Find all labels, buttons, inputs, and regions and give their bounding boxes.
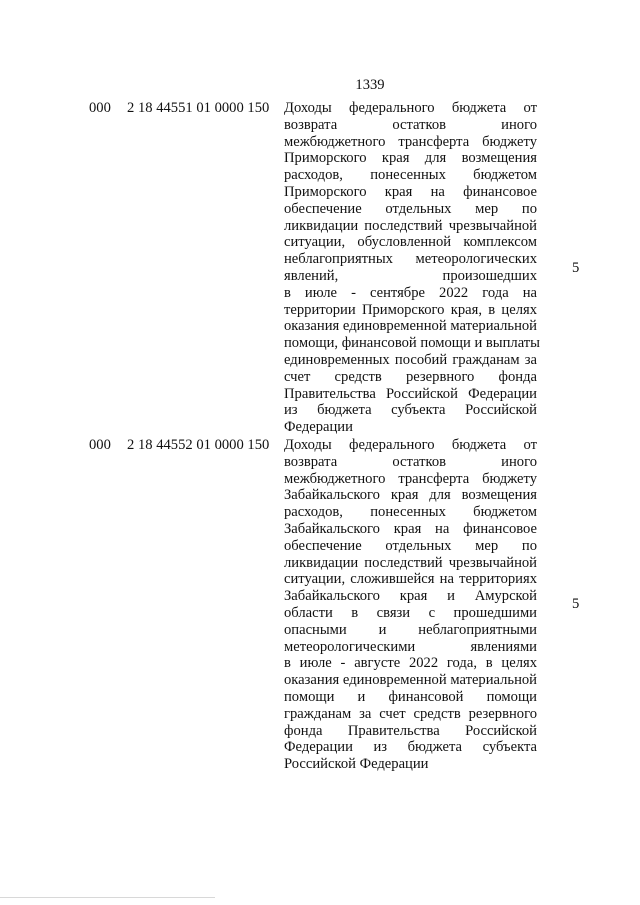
page-number: 1339 — [355, 77, 385, 93]
description-line: обеспечение отдельных мер по — [284, 200, 537, 217]
description-line: Доходы федерального бюджета от — [284, 100, 537, 116]
description-line: территории Приморского края, в целях — [284, 301, 537, 318]
description-line: гражданам за счет средств резервного — [284, 705, 537, 722]
description-line: области в связи с прошедшими — [284, 604, 537, 621]
description-line: в июле - августе 2022 года, в целях — [284, 655, 537, 672]
description-line: помощи, финансовой помощи и выплаты — [284, 335, 540, 352]
description-line: счет средств резервного фонда — [284, 368, 537, 385]
description-line: межбюджетного трансферта бюджету — [284, 470, 537, 487]
description-line: расходов, понесенных бюджетом — [284, 504, 537, 521]
description-line: межбюджетного трансферта бюджету — [284, 133, 537, 150]
description-line: обеспечение отдельных мер по — [284, 537, 537, 554]
description-line: расходов, понесенных бюджетом — [284, 167, 537, 184]
description-line: помощи и финансовой помощи — [284, 688, 537, 705]
description-line: ликвидации последствий чрезвычайной — [284, 217, 537, 234]
description-line: Федерации — [284, 419, 353, 436]
value-cell: 5 — [572, 596, 580, 612]
income-code: 2 18 44551 01 0000 150 — [127, 100, 270, 116]
page-edge-line — [0, 897, 215, 898]
description-line: Федерации из бюджета субъекта — [284, 739, 537, 756]
description-line: явлений, произошедших — [284, 267, 537, 284]
income-code: 2 18 44552 01 0000 150 — [127, 437, 270, 453]
description-line: метеорологическими явлениями — [284, 638, 537, 655]
description-line: оказания единовременной материальной — [284, 672, 537, 689]
description-line: Российской Федерации — [284, 756, 429, 773]
admin-code: 000 — [89, 100, 111, 116]
description-line: неблагоприятных метеорологических — [284, 251, 537, 268]
description-line: ликвидации последствий чрезвычайной — [284, 554, 537, 571]
description-line: Приморского края для возмещения — [284, 150, 537, 167]
description-line: возврата остатков иного — [284, 453, 537, 470]
description-line: в июле - сентябре 2022 года на — [284, 284, 537, 301]
admin-code: 000 — [89, 437, 111, 453]
description-line: Забайкальского края для возмещения — [284, 487, 537, 504]
description-line: опасными и неблагоприятными — [284, 621, 537, 638]
description-line: Доходы федерального бюджета от — [284, 437, 537, 453]
value-cell: 5 — [572, 260, 580, 276]
description-line: Забайкальского края на финансовое — [284, 520, 537, 537]
description-line: Правительства Российской Федерации — [284, 385, 537, 402]
description-line: фонда Правительства Российской — [284, 722, 537, 739]
description-line: единовременных пособий гражданам за — [284, 351, 537, 368]
description-line: возврата остатков иного — [284, 116, 537, 133]
description-line: ситуации, обусловленной комплексом — [284, 234, 537, 251]
description-line: ситуации, сложившейся на территориях — [284, 571, 537, 588]
income-description — [284, 437, 537, 773]
income-description — [284, 100, 540, 436]
description-line: из бюджета субъекта Российской — [284, 402, 537, 419]
description-line: Приморского края на финансовое — [284, 183, 537, 200]
description-line: оказания единовременной материальной — [284, 318, 537, 335]
description-line: Забайкальского края и Амурской — [284, 588, 537, 605]
